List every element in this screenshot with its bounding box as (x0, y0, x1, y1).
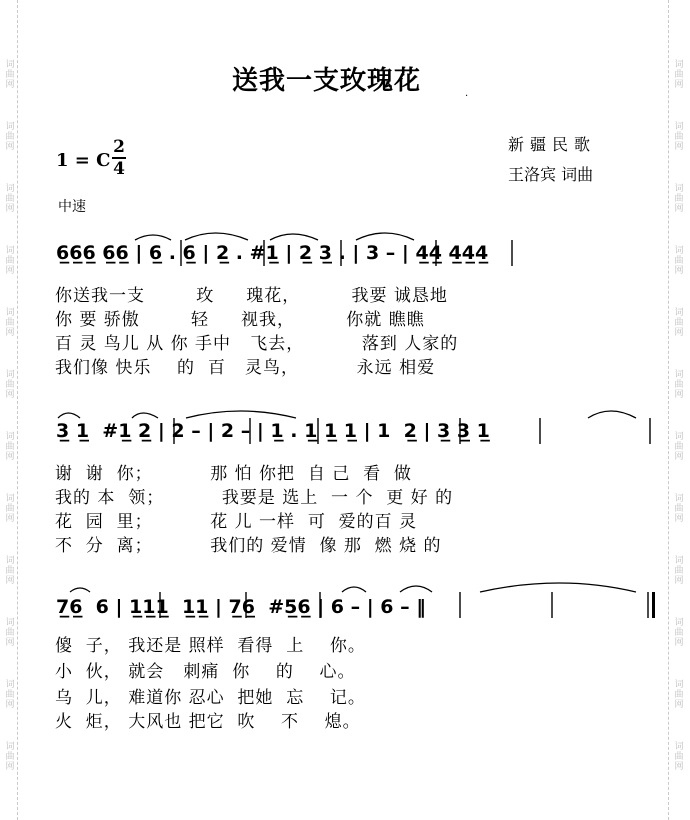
slur (400, 586, 432, 592)
slur (135, 235, 171, 240)
song-author: 王洛宾 词曲 (508, 165, 594, 184)
watermark-text: 词 曲 网 (5, 308, 15, 338)
lyric-line-2-2: 我的 本 领； 我要是 选上 一 个 更 好 的 (55, 488, 454, 508)
watermark-text: 词 曲 网 (5, 432, 15, 462)
watermark-text: 词 曲 网 (674, 432, 684, 462)
watermark-text: 词 曲 网 (5, 618, 15, 648)
song-source: 新疆民歌 (508, 135, 597, 154)
lyric-line-1-3: 百 灵 鸟儿 从 你 手中 飞去， 落到 人家的 (55, 334, 459, 354)
watermark-text: 词 曲 网 (5, 742, 15, 772)
lyric-line-3-3: 乌 儿， 难道你 忍心 把她 忘 记。 (55, 688, 366, 708)
lyric-line-1-1: 你送我一支 玫 瑰花， 我要 诚恳地 (55, 286, 448, 306)
watermark-text: 词 曲 网 (674, 184, 684, 214)
watermark-text: 词 曲 网 (674, 680, 684, 710)
lyric-line-2-4: 不 分 离； 我们的 爱情 像 那 燃 烧 的 (55, 536, 442, 556)
notation-line-2: 3̲ 1̲ #1̲ 2̲ | 2 – | 2 – | 1̲ . 1̲ 1̲ 1̲ | 1 2̲ | 3̲ 3̲ 1̲ (56, 420, 490, 442)
tempo-marking: 中速 (58, 199, 86, 215)
watermark-text: 词 曲 网 (674, 618, 684, 648)
slur (342, 587, 366, 592)
watermark-text: 词 曲 网 (674, 370, 684, 400)
song-title: 送我一支玫瑰花 (232, 66, 422, 96)
slur (132, 413, 158, 418)
slur (70, 588, 90, 592)
watermark-text: 词 曲 网 (674, 60, 684, 90)
watermark-text: 词 曲 网 (674, 494, 684, 524)
watermark-text: 词 曲 网 (674, 122, 684, 152)
slur (356, 233, 414, 240)
notation-line-1: 6̲6̲6̲ 6̲6̲ | 6̲ . 6̲ | 2̲ . #1̲ | 2̲ 3̲ . | 3 – | 4̲4̲ 4̲4̲4̲ (56, 242, 489, 264)
key-signature: 1 = C (56, 150, 111, 171)
slur (270, 234, 318, 240)
watermark-text: 词 曲 网 (5, 122, 15, 152)
slur (58, 413, 80, 418)
lyric-line-2-1: 谢 谢 你； 那 怕 你把 自 己 看 做 (55, 464, 412, 484)
watermark-text: 词 曲 网 (674, 246, 684, 276)
slur (588, 411, 636, 418)
watermark-text: 词 曲 网 (5, 184, 15, 214)
watermark-text: 词 曲 网 (5, 556, 15, 586)
watermark-text: 词 曲 网 (674, 742, 684, 772)
watermark-text: 词 曲 网 (5, 494, 15, 524)
lyric-line-3-2: 小 伙， 就会 刺痛 你 的 心。 (55, 662, 356, 682)
watermark-text: 词 曲 网 (5, 370, 15, 400)
lyric-line-3-4: 火 炬， 大风也 把它 吹 不 熄。 (55, 712, 361, 732)
time-numerator: 2 (113, 137, 125, 157)
watermark-text: 词 曲 网 (5, 246, 15, 276)
watermark-text: 词 曲 网 (674, 556, 684, 586)
watermark-text: 词 曲 网 (5, 680, 15, 710)
lyric-line-2-3: 花 园 里； 花 儿 一样 可 爱的百 灵 (55, 512, 418, 532)
slur (186, 411, 296, 418)
time-denominator: 4 (113, 159, 125, 179)
lyric-line-3-1: 傻 子， 我还是 照样 看得 上 你。 (55, 636, 366, 656)
slur (185, 233, 248, 240)
watermark-text: 词 曲 网 (674, 308, 684, 338)
title-mark: . (465, 88, 469, 99)
lyric-line-1-2: 你 要 骄傲 轻 视我， 你就 瞧瞧 (55, 310, 425, 330)
watermark-text: 词 曲 网 (5, 60, 15, 90)
slur (480, 583, 636, 592)
lyric-line-1-4: 我们像 快乐 的 百 灵鸟， 永远 相爱 (55, 358, 436, 378)
final-bar-line-thick (652, 592, 655, 618)
notation-line-3: 7̲6̲ 6 | 1̲1̲1̲ 1̲1̲ | 7̲6̲ #5̲6̲ | 6 – | 6 – ‖ (56, 596, 426, 618)
